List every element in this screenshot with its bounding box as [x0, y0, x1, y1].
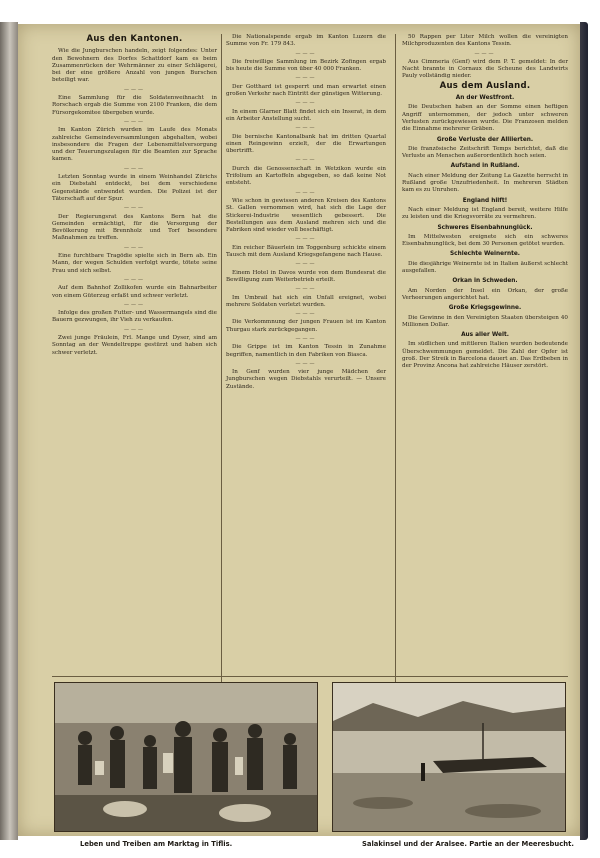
- article-separator: ———: [295, 125, 317, 132]
- column-kantonen: [52, 34, 217, 359]
- article-subheading: Aus aller Welt.: [461, 332, 509, 339]
- article-separator: ———: [295, 189, 317, 196]
- article-subheading: Orkan in Schweden.: [452, 278, 518, 285]
- article-separator: ———: [124, 118, 145, 125]
- article-paragraph: Auf dem Bahnhof Zollikofen wurde ein Bahnarbeiter von einem Güterzug erfaßt und schwer verletzt.: [52, 285, 217, 299]
- article-separator: ———: [124, 165, 145, 172]
- article-paragraph: Im Mittelwesten ereignete sich ein schweres Eisenbahnunglück, bei dem 30 Personen getötet wurden.: [402, 233, 568, 248]
- article-subheading: Schweres Eisenbahnunglück.: [437, 224, 533, 231]
- article-paragraph: Ein reicher Bäuerlein im Toggenburg schickte einem Tausch mit dem Ausland Kriegsgefangene nach Hause.: [226, 244, 386, 259]
- article-separator: ———: [295, 50, 317, 57]
- article-paragraph: Die Grippe ist im Kanton Tessin in Zunahme begriffen, namentlich in den Fabriken von Biasca.: [226, 344, 386, 358]
- column-rule-1: [221, 34, 222, 682]
- column-ausland: [402, 34, 568, 373]
- article-subheading: Große Kriegsgewinne.: [448, 305, 522, 312]
- article-separator: ———: [295, 261, 317, 268]
- coast-photo: [332, 682, 566, 832]
- article-separator: ———: [124, 301, 145, 308]
- article-separator: ———: [124, 326, 145, 333]
- section-heading-kantonen: Aus den Kantonen.: [86, 34, 183, 44]
- article-paragraph: Durch die Genossenschaft in Wetzikon wurde ein Trifolium an Kartoffeln abgegeben, so daß keine Not entsteht.: [226, 165, 386, 187]
- article-paragraph: Nach einer Meldung der Zeitung La Gazette herrscht in Rußland große Unzufriedenheit. In mehreren Städten kam es zu Unruhen.: [402, 172, 568, 194]
- article-paragraph: Die Nationalspende ergab im Kanton Luzern die Summe von Fr. 179 843.: [226, 34, 386, 48]
- article-subheading: Schlechte Weinernte.: [450, 251, 520, 258]
- coast-bay-image: [333, 683, 565, 831]
- article-paragraph: Eine furchtbare Tragödie spielte sich in Bern ab. Ein Mann, der wegen Schulden verfolgt wurde, tötete seine Frau und sich selbst.: [52, 253, 217, 274]
- article-separator: ———: [295, 360, 317, 367]
- newspaper-page: [18, 24, 580, 848]
- article-paragraph: Aus Cimmeria (Genf) wird dem P. T. gemeldet: In der Nacht brannte in Cornaux die Scheune des Landwirts Pauly vollständig nieder.: [402, 58, 568, 80]
- article-separator: ———: [295, 311, 317, 318]
- market-photo: [54, 682, 318, 832]
- article-paragraph: Wie schon in gewissen anderen Kreisen des Kantons St. Gallen vernommen wird, hat sich die Lage der Stickerei-Industrie wesentlich gebessert. Die Bestellungen aus dem Ausland mehren sich und die Fabriken sind wieder voll beschäftigt.: [226, 197, 386, 234]
- article-paragraph: 50 Rappen per Liter Milch wollen die vereinigten Milchproduzenten des Kantons Tessin.: [402, 34, 568, 48]
- article-paragraph: Einem Hotel in Davos wurde von dem Bundesrat die Bewilligung zum Weiterbetrieb erteilt.: [226, 269, 386, 283]
- article-paragraph: Wie die Jungburschen handeln, zeigt folgendes: Unter den Bewohnern des Dorfes Schattdorf kam es beim Zusammenrücken der Wehrmänner zu einer Schlägerei, bei der eine größere Anzahl von jungen Burschen beteiligt war.: [52, 48, 217, 84]
- article-separator: ———: [295, 335, 317, 342]
- article-subheading: Aufstand in Rußland.: [450, 163, 520, 170]
- article-separator: ———: [295, 157, 317, 164]
- article-paragraph: Die französische Zeitschrift Temps berichtet, daß die Verluste an Menschen außerordentlich hoch seien.: [402, 145, 568, 160]
- article-subheading: Große Verluste der Alliierten.: [436, 136, 534, 143]
- photo-divider: [52, 676, 568, 677]
- article-paragraph: Der Regierungsrat des Kantons Bern hat die Gemeinden ermächtigt, für die Versorgung der Bevölkerung mit Brennholz und Torf besondere Maßnahmen zu treffen.: [52, 213, 217, 242]
- article-paragraph: In Genf wurden vier junge Mädchen der Jungburschen wegen Diebstahls verurteilt. — Unsere Zustände.: [226, 369, 386, 390]
- article-separator: ———: [124, 244, 145, 251]
- article-paragraph: Die Verkommnung der jungen Frauen ist im Kanton Thurgau stark zurückgegangen.: [226, 319, 386, 333]
- article-paragraph: Im Kanton Zürich wurden im Laufe des Monats zahlreiche Gemeindeversammlungen abgehalten, wobei insbesondere die Fragen der Lebensmittelversorgung und der Teuerungszulagen für die Beamten zur Sprache kamen.: [52, 127, 217, 163]
- article-separator: ———: [295, 236, 317, 243]
- article-paragraph: Eine Sammlung für die Soldatenweihnacht in Rorschach ergab die Summe von 2100 Franken, die dem Fürsorgekomitee übergeben wurde.: [52, 95, 217, 116]
- column-rule-2: [395, 34, 396, 682]
- article-paragraph: Zwei junge Fräulein, Frl. Mange und Dyser, sind am Sonntag an der Wendeltreppe gestürzt und haben sich schwer verletzt.: [52, 334, 217, 356]
- article-paragraph: Nach einer Meldung ist England bereit, weitere Hilfe zu leisten und die Kriegsvorräte zu vermehren.: [402, 206, 568, 221]
- article-paragraph: Die freiwillige Sammlung im Bezirk Zofingen ergab bis heute die Summe von über 40 000 Franken.: [226, 58, 386, 73]
- article-separator: ———: [474, 50, 496, 57]
- column-kantonen-cont: [226, 34, 386, 393]
- book-binding: [0, 22, 18, 840]
- article-paragraph: Am Norden der Insel ein Orkan, der große Verheerungen angerichtet hat.: [402, 287, 568, 301]
- left-photo-caption: Leben und Treiben am Marktag in Tiflis.: [80, 840, 233, 848]
- article-paragraph: Die diesjährige Weinernte ist in Italien äußerst schlecht ausgefallen.: [402, 260, 568, 275]
- article-paragraph: Die Gewinne in den Vereinigten Staaten übersteigen 40 Millionen Dollar.: [402, 314, 568, 328]
- article-separator: ———: [295, 75, 317, 82]
- article-paragraph: Die Deutschen haben an der Somme einen heftigen Angriff unternommen, der jedoch unter schweren Verlusten zurückgewiesen wurde. Die Franzosen melden die Einnahme mehrerer Gräben.: [402, 104, 568, 133]
- article-paragraph: Im Umbrail hat sich ein Unfall ereignet, wobei mehrere Soldaten verletzt wurden.: [226, 294, 386, 308]
- article-paragraph: Letzten Sonntag wurde in einem Weinhandel Zürichs ein Diebstahl entdeckt, bei dem verschiedene Gegenstände entwendet wurden. Die Polizei ist der Täterschaft auf der Spur.: [52, 174, 217, 202]
- article-separator: ———: [124, 276, 145, 283]
- article-subheading: England hilft!: [462, 197, 508, 204]
- right-photo-caption: Salakinsel und der Aralsee. Partie an der Meeresbucht.: [362, 840, 574, 848]
- article-separator: ———: [124, 205, 145, 212]
- article-separator: ———: [295, 100, 317, 107]
- article-subheading: An der Westfront.: [455, 95, 515, 102]
- book-spine: [580, 22, 588, 840]
- article-paragraph: Der Gotthard ist gesperrt und man erwartet einen großen Verkehr nach Eintritt der günstigen Witterung.: [226, 83, 386, 98]
- article-separator: ———: [295, 286, 317, 293]
- market-crowd-image: [55, 683, 317, 831]
- article-separator: ———: [124, 86, 145, 93]
- article-paragraph: Infolge des großen Futter- und Wassermangels sind die Bauern gezwungen, ihr Vieh zu verkaufen.: [52, 310, 217, 324]
- article-paragraph: Die bernische Kantonalbank hat im dritten Quartal einen Reingewinn erzielt, der die Erwartungen übertrifft.: [226, 133, 386, 155]
- article-paragraph: Im südlichen und mittleren Italien wurden bedeutende Überschwemmungen gemeldet. Die Zahl der Opfer ist groß. Der Streik in Barcelona dauert an. Das Erdbeben in der Provinz Ancona hat zahlreiche Häuser zerstört.: [402, 341, 568, 370]
- section-heading-ausland: Aus dem Ausland.: [439, 80, 531, 91]
- article-paragraph: In einem Glarner Blatt findet sich ein Inserat, in dem ein Arbeiter Anstellung sucht.: [226, 108, 386, 122]
